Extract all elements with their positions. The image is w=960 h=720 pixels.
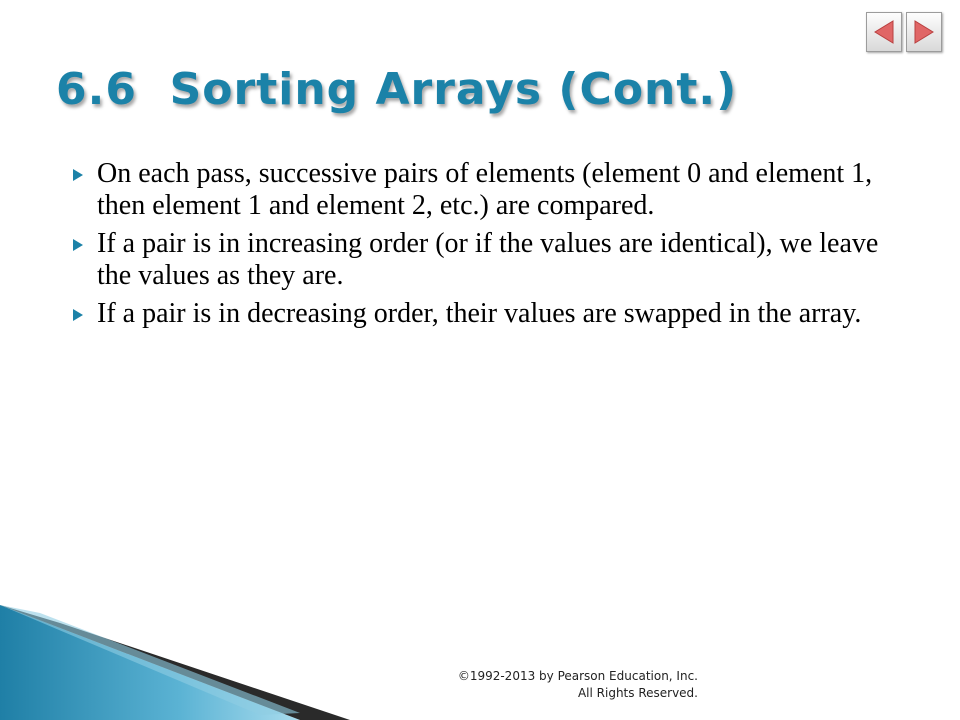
right-arrow-icon <box>912 19 936 45</box>
bullet-text: If a pair is in increasing order (or if the values are identical), we leave the values as they are. <box>97 228 879 291</box>
bullet-text: If a pair is in decreasing order, their values are swapped in the array. <box>97 298 862 329</box>
bullet-text: On each pass, successive pairs of elements (element 0 and element 1, then element 1 and element 2, etc.) are compared. <box>97 158 873 221</box>
next-slide-button[interactable] <box>906 12 942 52</box>
corner-decoration <box>0 605 380 720</box>
copyright-line: ©1992-2013 by Pearson Education, Inc. <box>457 669 698 683</box>
bullet-list <box>72 158 892 336</box>
previous-slide-button[interactable] <box>866 12 902 52</box>
bullet-arrow-icon <box>72 168 84 182</box>
slide-title: 6.6 Sorting Arrays (Cont.) <box>56 64 738 115</box>
copyright-notice <box>420 668 698 702</box>
bullet-item <box>72 228 892 292</box>
bullet-arrow-icon <box>72 308 84 322</box>
bullet-arrow-icon <box>72 238 84 252</box>
rights-line: All Rights Reserved. <box>577 686 698 700</box>
left-arrow-icon <box>872 19 896 45</box>
bullet-item <box>72 298 892 330</box>
bullet-item <box>72 158 892 222</box>
slide-navigation <box>866 12 942 52</box>
